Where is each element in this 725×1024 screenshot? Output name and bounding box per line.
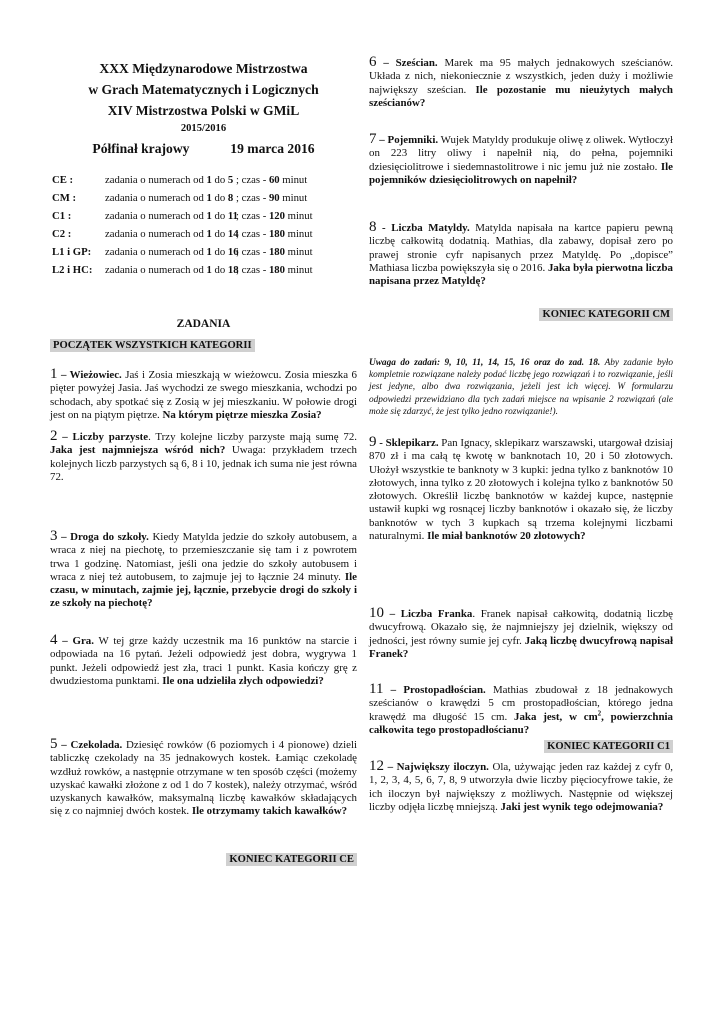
schedule-time-cell	[236, 192, 307, 205]
header-line-3: XIV Mistrzostwa Polski w GMiL	[107, 103, 300, 118]
task-9-title: Sklepikarz.	[385, 437, 439, 449]
schedule-tasks-cell	[105, 264, 239, 277]
task-7-number: 7	[369, 131, 377, 147]
task-1-question: Na którym piętrze mieszka Zosia?	[162, 408, 322, 421]
header-round-date	[50, 140, 357, 158]
schedule-time-prefix: ; czas -	[236, 174, 269, 186]
task-11-title: Prostopadłościan.	[403, 684, 486, 696]
task-10-dash: –	[384, 608, 401, 620]
task-6-dash: –	[376, 57, 396, 69]
task-7-title: Pojemniki.	[387, 134, 439, 146]
task-9-body: Pan Ignacy, sklepikarz warszawski, utargował dzisiaj 870 zł i ma całą tę kwotę w banknotach 10, 20 i 50 złotowych. Ułożył wszystkie te banknoty w 3 kupki: jedna tylko z banknotów 10 złotowych, inna tylko z 20 złotowych i kolejna tylko z banknotów 50 złotowych. Określił liczbę banknotów w każdej kupce, następnie ustawił kupki wg rosnącej liczby banknotów i okazało się, że liczby banknotów w tych 3 kupkach są trzema kolejnymi liczbami naturalnymi.	[369, 437, 673, 543]
task-12-body: Ola, używając jeden raz każdej z cyfr 0, 1, 2, 3, 4, 5, 6, 7, 8, 9 utworzyła dwie liczby pięciocyfrowe takie, że ich iloczyn był największy z możliwych. Następnie od większej liczby odjęła liczbę mniejszą.	[369, 761, 673, 813]
schedule-time-cell	[236, 264, 313, 277]
answer-note-lead: Uwaga do zadań: 9, 10, 11, 14, 15, 16 oraz do zad. 18.	[369, 358, 601, 368]
schedule-task-to: 5	[227, 174, 234, 186]
schedule-time-prefix: ; czas -	[236, 246, 269, 258]
task-2-body: . Trzy kolejne liczby parzyste mają sumę 72.	[148, 431, 357, 443]
task-11-body: Mathias zbudował z 18 jednakowych sześcianów o krawędzi 5 cm prostopadłościan, którego jedna krawędź ma długość 15 cm.	[369, 684, 674, 723]
task-4-title: Gra.	[72, 635, 94, 647]
schedule-task-from: 1	[206, 210, 212, 222]
schedule-tasks-cell	[105, 192, 233, 205]
schedule-time-unit: minut	[279, 192, 308, 204]
task-7-question: Ile pojemników dziesięciolitrowych on napełnił?	[369, 160, 673, 186]
schedule-row	[50, 228, 357, 246]
task-12-dash: –	[384, 761, 397, 773]
task-6-number: 6	[369, 54, 377, 70]
schedule-task-to: 16	[227, 246, 239, 258]
schedule-task-from: 1	[206, 228, 212, 240]
task-6-body: Marek ma 95 małych jednakowych sześcianów. Układa z nich, niekoniecznie z wszystkich, jeden duży i możliwie największy sześcian.	[369, 57, 673, 96]
task-2-dash: –	[57, 431, 73, 443]
task-8-dash: -	[376, 222, 392, 234]
task-6-question: Ile pozostanie mu nieużytych małych sześcianów?	[369, 83, 673, 109]
task-12-title: Największy iloczyn.	[396, 761, 489, 773]
task-4	[50, 634, 357, 688]
task-2-question: Jaka jest najmniejsza wśród nich?	[50, 444, 226, 457]
schedule-time-prefix: ; czas -	[236, 210, 269, 222]
task-10-title: Liczba Franka	[400, 608, 473, 620]
schedule-time-prefix: ; czas -	[236, 264, 269, 276]
header-round: Półfinał krajowy	[92, 141, 190, 156]
task-10-question: Jaką liczbę dwucyfrową napisał Franek?	[369, 634, 674, 660]
task-11-superscript: 2	[597, 708, 602, 717]
schedule-task-to: 8	[227, 192, 234, 204]
schedule-separator: :	[65, 228, 72, 240]
schedule-row	[50, 264, 357, 282]
end-category-c1-label: KONIEC KATEGORII C1	[544, 740, 673, 753]
header-season: 2015/2016	[180, 123, 227, 134]
task-12	[369, 760, 673, 814]
task-12-question: Jaki jest wynik tego odejmowania?	[500, 800, 664, 813]
end-category-cm	[369, 308, 673, 321]
task-9-question: Ile miał banknotów 20 złotowych?	[427, 530, 586, 543]
schedule-time-prefix: ; czas -	[236, 228, 269, 240]
schedule-task-prefix: zadania o numerach od	[105, 246, 207, 258]
schedule-time-value: 120	[268, 210, 285, 222]
schedule-task-mid: do	[211, 228, 228, 240]
task-7-body: Wujek Matyldy produkuje oliwę z oliwek. Wytłoczył on 223 litry oliwy i napełnił nią, do pełna, pojemniki dziesięciolitrowe i siedemnastolitrowe i nic jemu już nie zostało.	[369, 134, 674, 173]
task-3-title: Droga do szkoły.	[70, 531, 149, 543]
task-3-body: Kiedy Matylda jedzie do szkoły autobusem, a wraca z niej na piechotę, to przemieszczanie się tam i z powrotem trwa 1 godzinę. Natomiast, jeśli ona jedzie do szkoły autobusem i wraca z niej też autobusem, to zajmuje jej to łącznie 24 minuty.	[50, 531, 357, 583]
task-4-number: 4	[50, 632, 58, 648]
schedule-tasks-cell	[105, 228, 239, 241]
schedule-time-unit: minut	[284, 228, 313, 240]
task-8-number: 8	[369, 219, 377, 235]
answer-note-text: Aby zadanie było kompletnie rozwiązane należy podać liczbę jego rozwiązań i to rozwiązanie, jeśli jest jedyne, albo dwa rozwiązania, jeżeli jest ich więcej. W formularzu odpowiedzi przewidziano dla tych zadań miejsce na wpisanie 2 rozwiązań (ale może się zdarzyć, że jest tylko jedno rozwiązanie!).	[369, 358, 674, 417]
task-1-number: 1	[50, 366, 58, 382]
task-2-title: Liczby parzyste	[72, 431, 149, 443]
schedule-time-value: 180	[268, 264, 285, 276]
end-category-ce-label: KONIEC KATEGORII CE	[226, 853, 357, 866]
schedule-separator: i GP:	[64, 246, 92, 258]
schedule-category: C2	[52, 228, 66, 240]
schedule-time-unit: minut	[284, 264, 313, 276]
task-1-body: Jaś i Zosia mieszkają w wieżowcu. Zosia mieszka 6 pięter powyżej Jasia. Jaś wychodzi ze swego mieszkania, wchodzi po schodach, aby spotkać się z Zosią w jej mieszkaniu. W połowie drogi jest on na piątym piętrze.	[50, 369, 357, 421]
task-11	[369, 683, 673, 737]
task-6	[369, 56, 673, 110]
task-8-body: Matylda napisała na kartce papieru pewną liczbę całkowitą dodatnią. Mathias, dla zabawy, dopisał zero po prawej stronie cyfr napisanych przez Matyldę. Po „dopisce” Mathiasa liczba powiększyła się o 2016.	[369, 222, 673, 274]
schedule-category: L2	[52, 264, 65, 276]
task-7-dash: –	[376, 134, 388, 146]
task-3-dash: –	[57, 531, 71, 543]
schedule-tasks-cell	[105, 174, 233, 187]
schedule-task-mid: do	[211, 210, 228, 222]
start-all-categories-label: POCZĄTEK WSZYSTKICH KATEGORII	[50, 339, 255, 352]
task-11-question: Jaka jest, w cm	[514, 710, 598, 723]
task-9	[369, 436, 673, 543]
schedule-tasks-cell	[105, 246, 239, 259]
schedule-category-cell	[52, 174, 73, 187]
schedule-category-cell	[52, 210, 71, 223]
schedule-category-cell	[52, 246, 91, 259]
schedule-separator: :	[65, 210, 72, 222]
task-1	[50, 368, 357, 422]
schedule-separator: :	[69, 192, 77, 204]
schedule-time-cell	[236, 210, 313, 223]
document-header	[50, 60, 357, 158]
schedule-tasks-cell	[105, 210, 238, 223]
schedule-task-from: 1	[206, 174, 212, 186]
schedule-row	[50, 174, 357, 192]
schedule-task-prefix: zadania o numerach od	[105, 210, 207, 222]
task-8-title: Liczba Matyldy.	[391, 222, 470, 234]
task-1-title: Wieżowiec.	[69, 369, 122, 381]
task-5-body: Dziesięć rowków (6 poziomych i 4 pionowe) dzieli tabliczkę czekolady na 35 jednakowych kostek. Łamiąc czekoladę wzdłuż rowków, a następnie otrzymane w ten sposób części (możemy uzyskać kawałki złożone z od 1 do 7 kostek), należy otrzymać, wśród uzyskanych kawałków, maksymalną liczbę kawałków składających się z co najmniej dwóch kostek.	[50, 739, 357, 818]
task-10-body: . Franek napisał całkowitą, dodatnią liczbę dwucyfrową. Okazało się, że najmniejszy jej dzielnik, większy od jedności, jest równy sumie jej cyfr.	[369, 608, 673, 647]
task-5-question: Ile otrzymamy takich kawałków?	[191, 805, 348, 818]
task-11-number: 11	[369, 681, 384, 697]
schedule-time-cell	[236, 246, 313, 259]
schedule-category-cell	[52, 192, 76, 205]
task-8-question: Jaka była pierwotna liczba napisana przez Matyldę?	[369, 261, 673, 288]
schedule-time-cell	[236, 174, 307, 187]
schedule-category-cell	[52, 228, 71, 241]
schedule-time-unit: minut	[284, 210, 313, 222]
task-11-question-2: , powierzchnia całkowita tego prostopadłościanu?	[369, 710, 673, 736]
schedule-task-from: 1	[206, 246, 212, 258]
task-4-question: Ile ona udzieliła złych odpowiedzi?	[162, 674, 324, 687]
start-all-categories-banner	[50, 339, 255, 352]
schedule-time-value: 180	[268, 246, 285, 258]
task-3	[50, 530, 357, 611]
schedule-task-prefix: zadania o numerach od	[105, 192, 207, 204]
task-10-number: 10	[369, 605, 384, 621]
schedule-time-unit: minut	[279, 174, 308, 186]
header-line-1: XXX Międzynarodowe Mistrzostwa	[99, 61, 308, 76]
schedule-row	[50, 210, 357, 228]
schedule-task-to: 18	[227, 264, 239, 276]
task-10	[369, 607, 673, 661]
schedule-task-prefix: zadania o numerach od	[105, 174, 207, 186]
task-11-dash: –	[383, 684, 404, 696]
task-5	[50, 738, 357, 819]
schedule-time-value: 90	[268, 192, 280, 204]
zadania-heading: ZADANIA	[176, 318, 231, 330]
task-6-title: Sześcian.	[395, 57, 438, 69]
schedule-task-from: 1	[206, 264, 212, 276]
task-5-dash: –	[57, 739, 71, 751]
schedule-time-prefix: ; czas -	[236, 192, 269, 204]
header-line-2: w Grach Matematycznych i Logicznych	[88, 82, 319, 97]
task-4-dash: –	[57, 635, 73, 647]
task-1-dash: –	[57, 369, 70, 381]
end-category-ce	[50, 853, 357, 866]
schedule-row	[50, 246, 357, 264]
schedule-separator: :	[66, 174, 74, 186]
task-9-dash: -	[376, 437, 386, 449]
task-3-question: Ile czasu, w minutach, zajmie jej, łącznie, przebycie drogi do szkoły i ze szkoły na piechotę?	[50, 570, 357, 610]
schedule-separator: i HC:	[64, 264, 93, 276]
task-4-body: W tej grze każdy uczestnik ma 16 punktów na starcie i odpowiada na 16 pytań. Jeżeli odpowiedź jest dobra, wygrywa 1 punkt. Jeżeli odpowiedź jest zła, traci 1 punkt. Kasia kończy grę z dwudziestoma punktami.	[50, 635, 357, 687]
task-5-number: 5	[50, 736, 58, 752]
schedule-time-value: 60	[268, 174, 280, 186]
schedule-task-to: 11	[227, 210, 238, 222]
schedule-category: CE	[52, 174, 67, 186]
schedule-category: CM	[52, 192, 70, 204]
task-9-number: 9	[369, 434, 377, 450]
header-date: 19 marca 2016	[230, 141, 315, 156]
schedule-time-cell	[236, 228, 313, 241]
schedule-task-mid: do	[211, 174, 228, 186]
schedule-task-mid: do	[211, 192, 228, 204]
schedule-task-prefix: zadania o numerach od	[105, 228, 207, 240]
schedule-category: C1	[52, 210, 66, 222]
task-2	[50, 430, 357, 484]
task-2-body-2: Uwaga: przykładem trzech kolejnych liczb parzystych są 6, 8 i 10, jednak ich suma nie jest równa 72.	[50, 444, 357, 483]
schedule-category-cell	[52, 264, 92, 277]
category-schedule	[50, 174, 357, 282]
schedule-time-unit: minut	[284, 246, 313, 258]
schedule-time-value: 180	[268, 228, 285, 240]
schedule-task-from: 1	[206, 192, 212, 204]
schedule-task-mid: do	[211, 264, 228, 276]
schedule-row	[50, 192, 357, 210]
task-5-title: Czekolada.	[70, 739, 123, 751]
task-8	[369, 221, 673, 288]
schedule-category: L1	[52, 246, 65, 258]
task-3-number: 3	[50, 528, 58, 544]
task-2-number: 2	[50, 428, 58, 444]
end-category-cm-label: KONIEC KATEGORII CM	[539, 308, 673, 321]
task-7	[369, 133, 673, 187]
schedule-task-mid: do	[211, 246, 228, 258]
schedule-task-prefix: zadania o numerach od	[105, 264, 207, 276]
schedule-task-to: 14	[227, 228, 239, 240]
task-12-number: 12	[369, 758, 384, 774]
end-category-c1	[369, 740, 673, 753]
answer-note	[369, 357, 673, 418]
